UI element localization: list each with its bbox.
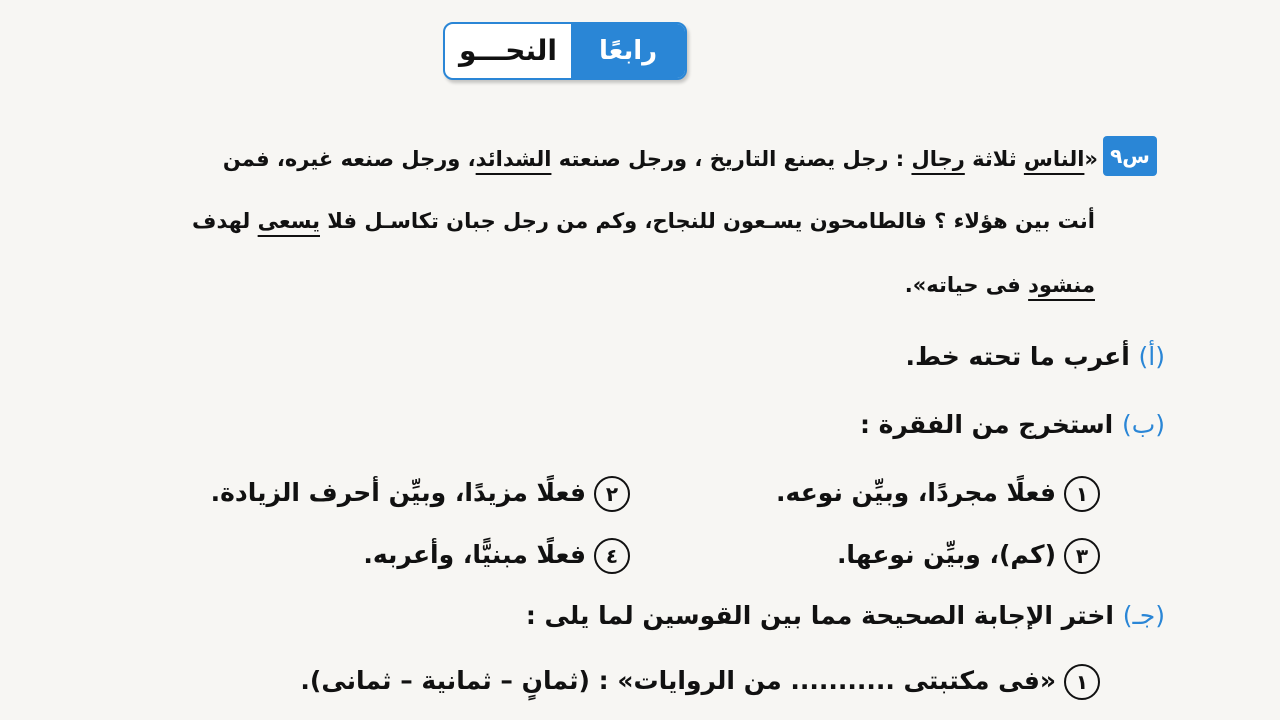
section-title: النحـــو [459, 34, 557, 67]
part-b-item-3: ٣(كم)، وبيِّن نوعها. [660, 536, 1100, 574]
part-b-item-1: ١فعلًا مجردًا، وبيِّن نوعه. [660, 474, 1100, 512]
part-c-label: (جـ) [1122, 601, 1165, 630]
passage-line-3: منشود فى حياته». [904, 273, 1095, 297]
section-header [443, 22, 687, 80]
part-c: (جـ) اختر الإجابة الصحيحة مما بين القوسين لما يلى : [525, 601, 1165, 630]
part-b: (ب) استخرج من الفقرة : [859, 410, 1165, 439]
part-b-item-2: ٢فعلًا مزيدًا، وبيِّن أحرف الزيادة. [20, 474, 630, 512]
part-c-item-1: ١«فى مكتبتى ........... من الروايات» : (ثمانٍ – ثمانية – ثمانى). [20, 662, 1100, 700]
part-a-label: (أ) [1138, 342, 1165, 371]
part-a: (أ) أعرب ما تحته خط. [905, 342, 1165, 371]
passage-line-2: أنت بين هؤلاء ؟ فالطامحون يسـعون للنجاح، وكم من رجل جبان تكاسـل فلا يسعى لهدف [192, 209, 1095, 233]
passage-line-1: «الناس ثلاثة رجال : رجل يصنع التاريخ ، ورجل صنعته الشدائد، ورجل صنعه غيره، فمن [222, 147, 1098, 171]
part-b-label: (ب) [1121, 410, 1165, 439]
question-number-badge: س٩ [1103, 136, 1157, 176]
section-label: رابعًا [571, 24, 685, 78]
part-b-item-4: ٤فعلًا مبنيًّا، وأعربه. [20, 536, 630, 574]
